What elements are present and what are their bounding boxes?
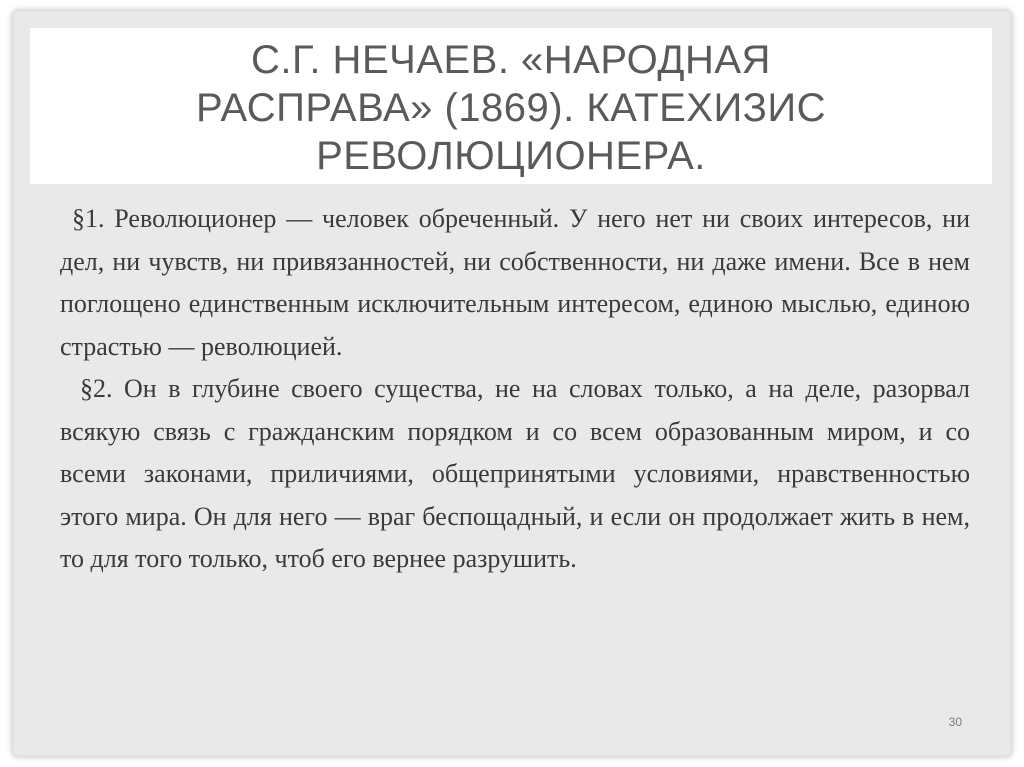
slide-title bbox=[30, 36, 992, 180]
paragraph-1: §1. Революционер — человек обреченный. У него нет ни своих интересов, ни дел, ни чувств, ни привязанностей, ни собственности, ни даже имени. Все в нем поглощено единственным исключительным интересом, единою мыслью, единою страстью — революцией. bbox=[60, 204, 970, 361]
title-line-2: РАСПРАВА» (1869). КАТЕХИЗИС bbox=[195, 86, 827, 130]
slide-body bbox=[60, 198, 970, 581]
slide bbox=[12, 10, 1012, 757]
title-line-1: С.Г. НЕЧАЕВ. «НАРОДНАЯ bbox=[251, 38, 771, 82]
paragraph-2: §2. Он в глубине своего существа, не на словах только, а на деле, разорвал всякую связь с гражданским порядком и со всем образованным миром, и со всеми законами, приличиями, общепринятыми условиями, нравственностью этого мира. Он для него — враг беспощадный, и если он продолжает жить в нем, то для того только, чтоб его вернее разрушить. bbox=[60, 374, 970, 573]
title-line-3: РЕВОЛЮЦИОНЕРА. bbox=[316, 134, 706, 178]
title-band bbox=[30, 28, 992, 184]
page-number: 30 bbox=[948, 715, 962, 729]
